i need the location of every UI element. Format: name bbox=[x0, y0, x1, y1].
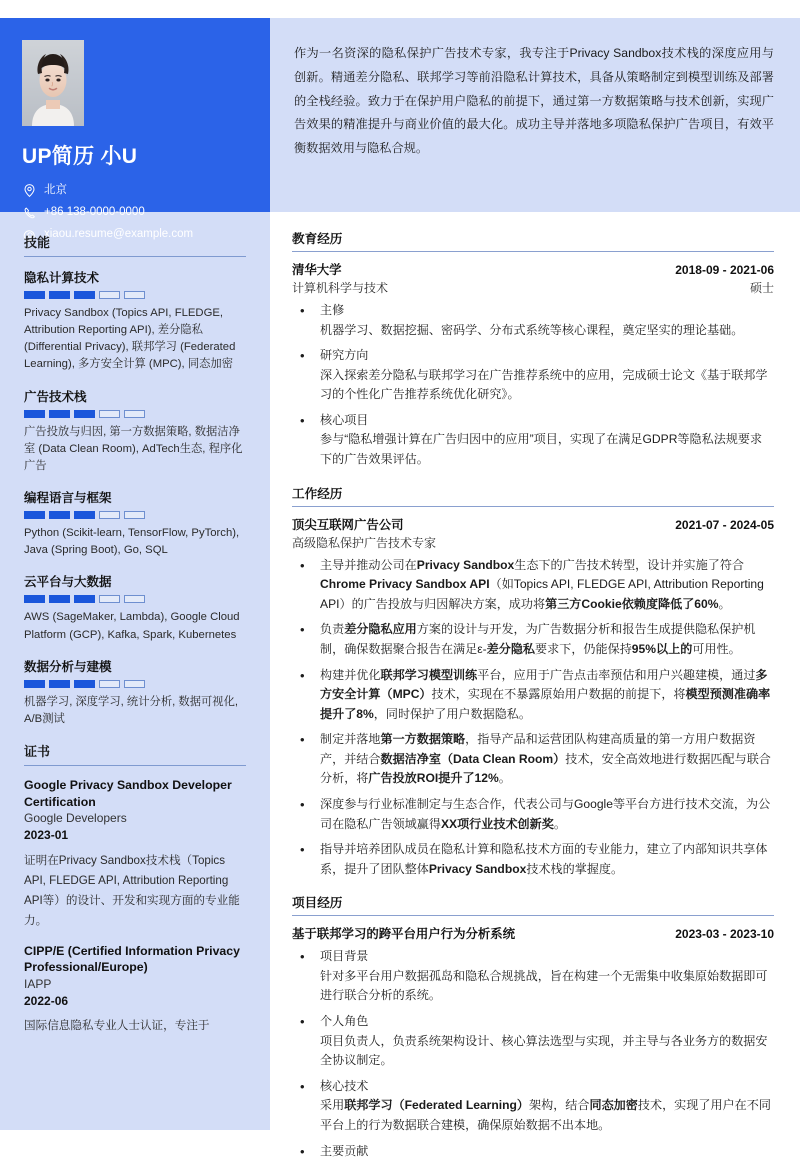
skill-name: 广告技术栈 bbox=[24, 389, 87, 404]
certificate-org: Google Developers bbox=[24, 811, 127, 826]
skill-bar-empty bbox=[99, 410, 120, 418]
contact-email-text: xiaou.resume@example.com bbox=[44, 228, 194, 240]
skill-level-meter bbox=[24, 680, 246, 688]
skills-section bbox=[24, 232, 246, 728]
skill-bar-filled bbox=[24, 680, 45, 688]
certificate-date: 2023-01 bbox=[24, 828, 69, 843]
skill-bar-empty bbox=[124, 410, 145, 418]
work-entry-sub bbox=[292, 534, 774, 551]
skill-level-meter bbox=[24, 511, 246, 519]
bullet-item: • 指导并培养团队成员在隐私计算和隐私技术方面的专业能力，建立了内部知识共享体系，提升了团队整体Privacy Sandbox技术栈的掌握度。 bbox=[292, 840, 774, 879]
project-bullets bbox=[292, 947, 774, 1161]
certificate-description: 证明在Privacy Sandbox技术栈（Topics API, FLEDGE API, Attribution Reporting API等）的设计、开发和实现方面的专业能力。 bbox=[24, 853, 240, 927]
skill-description: Privacy Sandbox (Topics API, FLEDGE, Attribution Reporting API), 差分隐私 (Differential Privacy), 联邦学习 (Federated Learning), 多方安全计算 (MPC), 同态加密 bbox=[24, 307, 236, 371]
skill-level-meter bbox=[24, 410, 246, 418]
bullet-body: 机器学习、数据挖掘、密码学、分布式系统等核心课程，奠定坚实的理论基础。 bbox=[320, 322, 744, 337]
skills-list bbox=[24, 268, 246, 728]
education-school: 清华大学 bbox=[292, 263, 342, 277]
bullet-title: • 主要贡献 bbox=[320, 1143, 369, 1158]
education-date: 2018-09 - 2021-06 bbox=[675, 263, 774, 277]
sidebar bbox=[0, 18, 270, 1130]
bullet-item bbox=[292, 1012, 774, 1071]
certificate-date: 2022-06 bbox=[24, 993, 69, 1008]
skill-bar-empty bbox=[99, 680, 120, 688]
sidebar-body bbox=[0, 212, 270, 1036]
skill-bar-filled bbox=[74, 410, 95, 418]
phone-icon bbox=[22, 206, 37, 219]
skill-bar-filled bbox=[49, 595, 70, 603]
bullet-title: • 项目背景 bbox=[320, 949, 369, 964]
skill-bar-filled bbox=[49, 511, 70, 519]
skill-bar-empty bbox=[99, 511, 120, 519]
avatar bbox=[22, 40, 84, 126]
work-section bbox=[292, 483, 774, 880]
education-bullets bbox=[292, 301, 774, 470]
skill-bar-filled bbox=[74, 291, 95, 299]
projects-section-title: 项目经历 bbox=[292, 892, 774, 916]
certificates-section-title: 证书 bbox=[24, 741, 246, 766]
bullet-item bbox=[292, 947, 774, 1006]
bullet-item bbox=[292, 411, 774, 470]
skill-bar-empty bbox=[124, 291, 145, 299]
bullet-item bbox=[292, 301, 774, 340]
skill-bar-filled bbox=[49, 291, 70, 299]
bullet-item: • 构建并优化联邦学习模型训练平台，应用于广告点击率预估和用户兴趣建模，通过多方安全计算（MPC）技术，实现在不暴露原始用户数据的前提下，将模型预测准确率提升了8%，同时保护了用户数据隐私。 bbox=[292, 666, 774, 725]
skills-section-title: 技能 bbox=[24, 232, 246, 257]
skill-description: 机器学习, 深度学习, 统计分析, 数据可视化, A/B测试 bbox=[24, 695, 239, 725]
bullet-item bbox=[292, 1142, 774, 1162]
summary-text: 作为一名资深的隐私保护广告技术专家，我专注于Privacy Sandbox技术栈的深度应用与创新。精通差分隐私、联邦学习等前沿隐私计算技术，具备从策略制定到模型训练及部署的全栈经验。致力于在保护用户隐私的前提下，通过第一方数据策略与技术创新，实现广告效果的精准提升与商业价值的最大化。成功主导并落地多项隐私保护广告项目，有效平衡数据效用与隐私合规。 bbox=[294, 46, 774, 156]
page-title: UP简历 小U bbox=[22, 145, 138, 168]
work-entry-header bbox=[292, 515, 774, 533]
certificates-section bbox=[24, 741, 246, 1036]
skill-description: Python (Scikit-learn, TensorFlow, PyTorch), Java (Spring Boot), Go, SQL bbox=[24, 527, 240, 557]
main-body bbox=[270, 212, 800, 1161]
certificate-item bbox=[24, 777, 246, 931]
skill-bar-empty bbox=[124, 595, 145, 603]
skill-name: 云平台与大数据 bbox=[24, 575, 112, 590]
education-entry-header bbox=[292, 260, 774, 278]
work-date: 2021-07 - 2024-05 bbox=[675, 517, 774, 532]
work-role: 高级隐私保护广告技术专家 bbox=[292, 535, 437, 550]
bullet-title: • 主修 bbox=[320, 303, 345, 317]
education-section bbox=[292, 228, 774, 470]
bullet-body: 采用联邦学习（Federated Learning）架构，结合同态加密技术，实现了用户在不同平台上的行为数据联合建模，确保原始数据不出本地。 bbox=[320, 1098, 771, 1132]
skill-bar-filled bbox=[24, 595, 45, 603]
bullet-body: 深入探索差分隐私与联邦学习在广告推荐系统中的应用，完成硕士论文《基于联邦学习的个性化广告推荐系统优化研究》。 bbox=[320, 367, 768, 402]
skill-bar-filled bbox=[49, 410, 70, 418]
skill-level-meter bbox=[24, 291, 246, 299]
skill-bar-filled bbox=[74, 595, 95, 603]
contact-location-text: 北京 bbox=[44, 184, 67, 196]
skill-bar-filled bbox=[24, 511, 45, 519]
certificate-org: IAPP bbox=[24, 976, 52, 991]
bullet-item: • 主导并推动公司在Privacy Sandbox生态下的广告技术转型，设计并实施了符合Chrome Privacy Sandbox API（如Topics API, FLEDGE API, Attribution Reporting API）的广告投放与归因解决方案，成功将第三方Cookie依赖度降低了60%。 bbox=[292, 556, 774, 615]
skill-bar-empty bbox=[99, 595, 120, 603]
project-name: 基于联邦学习的跨平台用户行为分析系统 bbox=[292, 927, 516, 942]
bullet-body: 参与“隐私增强计算在广告归因中的应用”项目，实现了在满足GDPR等隐私法规要求下的广告效果评估。 bbox=[320, 432, 763, 467]
bullet-item: • 制定并落地第一方数据策略，指导产品和运营团队构建高质量的第一方用户数据资产，并结合数据洁净室（Data Clean Room）技术，安全高效地进行数据匹配与联合分析，将广告投放ROI提升了12%。 bbox=[292, 730, 774, 789]
contact-phone-text: +86 138-0000-0000 bbox=[44, 206, 145, 218]
bullet-item: • 深度参与行业标准制定与生态合作，代表公司与Google等平台方进行技术交流，为公司在隐私广告领域赢得XX项行业技术创新奖。 bbox=[292, 795, 774, 834]
skill-bar-filled bbox=[24, 410, 45, 418]
skill-bar-filled bbox=[74, 511, 95, 519]
skill-item bbox=[24, 657, 246, 728]
location-pin-icon bbox=[22, 184, 37, 197]
skill-bar-empty bbox=[124, 680, 145, 688]
skill-bar-empty bbox=[99, 291, 120, 299]
main-column bbox=[270, 18, 800, 1158]
education-section-title: 教育经历 bbox=[292, 228, 774, 252]
skill-description: AWS (SageMaker, Lambda), Google Cloud Platform (GCP), Kafka, Spark, Kubernetes bbox=[24, 611, 240, 641]
skill-bar-filled bbox=[24, 291, 45, 299]
skill-bar-empty bbox=[124, 511, 145, 519]
contact-location bbox=[22, 184, 248, 197]
sidebar-header bbox=[0, 18, 270, 240]
certificate-name: Google Privacy Sandbox Developer Certification bbox=[24, 778, 232, 809]
bullet-body: 项目负责人，负责系统架构设计、核心算法选型与实现，并主导与各业务方的数据安全协议制定。 bbox=[320, 1033, 768, 1068]
bullet-title: • 个人角色 bbox=[320, 1014, 369, 1029]
skill-level-meter bbox=[24, 595, 246, 603]
skill-item bbox=[24, 572, 246, 643]
skill-bar-filled bbox=[49, 680, 70, 688]
bullet-body: 针对多平台用户数据孤岛和隐私合规挑战，旨在构建一个无需集中收集原始数据即可进行联合分析的系统。 bbox=[320, 968, 768, 1003]
skill-item bbox=[24, 488, 246, 559]
project-date: 2023-03 - 2023-10 bbox=[675, 927, 774, 942]
bullet-item bbox=[292, 1077, 774, 1136]
work-bullets bbox=[292, 556, 774, 880]
skill-name: 编程语言与框架 bbox=[24, 491, 112, 506]
skill-bar-filled bbox=[74, 680, 95, 688]
education-major: 计算机科学与技术 bbox=[292, 281, 389, 295]
certificate-item bbox=[24, 943, 246, 1037]
work-section-title: 工作经历 bbox=[292, 483, 774, 507]
bullet-title: • 核心项目 bbox=[320, 412, 369, 427]
certificate-name: CIPP/E (Certified Information Privacy Professional/Europe) bbox=[24, 943, 240, 975]
skill-description: 广告投放与归因, 第一方数据策略, 数据洁净室 (Data Clean Room), AdTech生态, 程序化广告 bbox=[24, 425, 243, 472]
certificate-description: 国际信息隐私专业人士认证，专注于 bbox=[24, 1019, 210, 1033]
project-entry-header bbox=[292, 924, 774, 942]
education-entry-sub bbox=[292, 279, 774, 296]
summary-panel bbox=[270, 18, 800, 212]
bullet-title: • 核心技术 bbox=[320, 1078, 369, 1093]
skill-name: 隐私计算技术 bbox=[24, 271, 100, 285]
certificates-list bbox=[24, 777, 246, 1036]
skill-item bbox=[24, 387, 246, 475]
bullet-item bbox=[292, 346, 774, 405]
work-company: 顶尖互联网广告公司 bbox=[292, 517, 404, 532]
projects-section bbox=[292, 892, 774, 1161]
skill-item bbox=[24, 268, 246, 374]
skill-name: 数据分析与建模 bbox=[24, 659, 112, 674]
education-degree: 硕士 bbox=[749, 281, 774, 295]
bullet-title: • 研究方向 bbox=[320, 348, 369, 363]
bullet-item: • 负责差分隐私应用方案的设计与开发，为广告数据分析和报告生成提供隐私保护机制，确保数据聚合报告在满足ε-差分隐私要求下，仍能保持95%以上的可用性。 bbox=[292, 620, 774, 659]
